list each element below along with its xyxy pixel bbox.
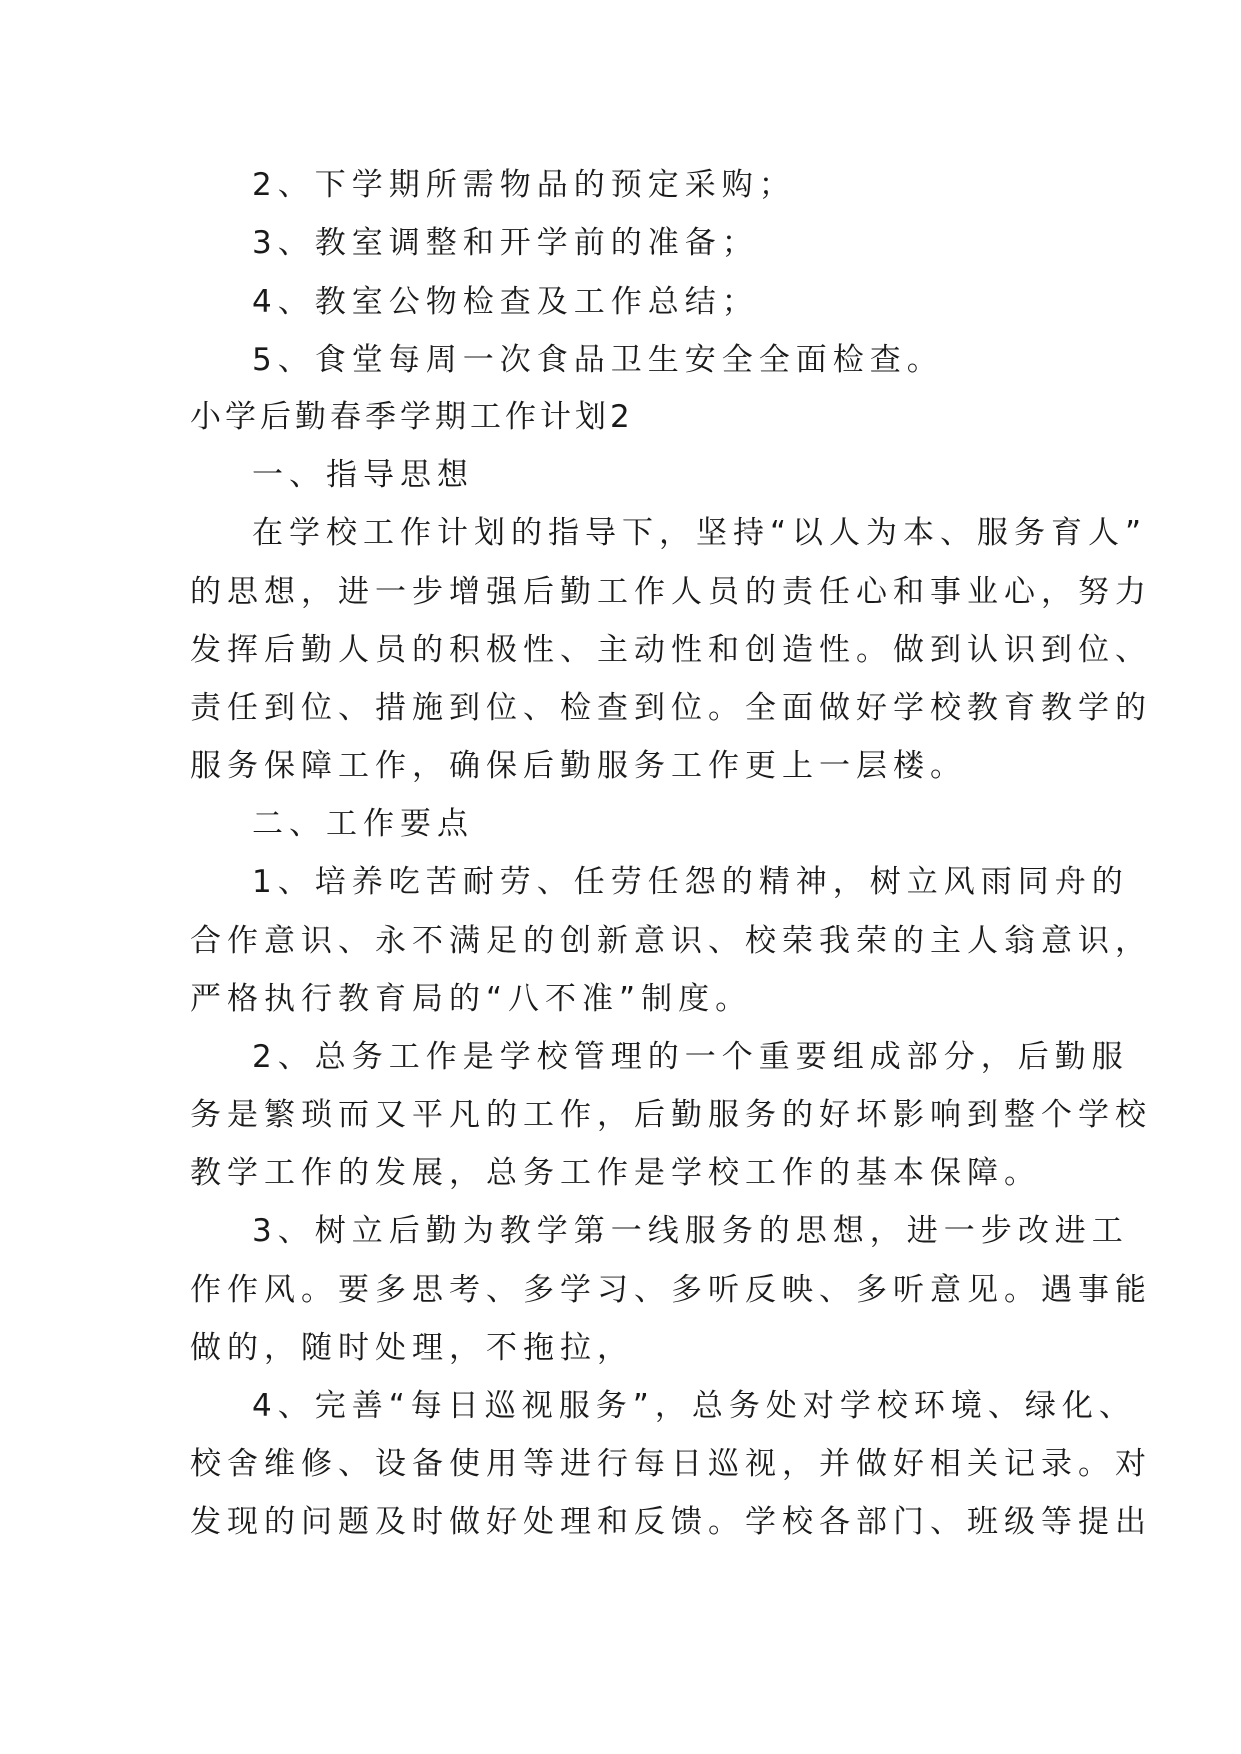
paragraph-line: 发现的问题及时做好处理和反馈。学校各部门、班级等提出 — [190, 1504, 1152, 1540]
paragraph-line: 做的，随时处理，不拖拉， — [190, 1330, 634, 1366]
paragraph-line: 合作意识、永不满足的创新意识、校荣我荣的主人翁意识， — [190, 923, 1152, 959]
paragraph-line: 责任到位、措施到位、检查到位。全面做好学校教育教学的 — [190, 690, 1152, 726]
list-item-4: 4、教室公物检查及工作总结； — [252, 284, 759, 320]
list-item-3: 3、教室调整和开学前的准备； — [252, 225, 759, 261]
paragraph-line: 3、树立后勤为教学第一线服务的思想，进一步改进工 — [252, 1213, 1129, 1249]
paragraph-line: 的思想，进一步增强后勤工作人员的责任心和事业心，努力 — [190, 574, 1152, 610]
paragraph-line: 2、总务工作是学校管理的一个重要组成部分，后勤服 — [252, 1039, 1129, 1075]
paragraph-line: 在学校工作计划的指导下，坚持“以人为本、服务育人” — [252, 515, 1148, 551]
paragraph-line: 教学工作的发展，总务工作是学校工作的基本保障。 — [190, 1155, 1041, 1191]
list-item-5: 5、食堂每周一次食品卫生安全全面检查。 — [252, 342, 944, 378]
paragraph-line: 发挥后勤人员的积极性、主动性和创造性。做到认识到位、 — [190, 632, 1152, 668]
paragraph-line: 校舍维修、设备使用等进行每日巡视，并做好相关记录。对 — [190, 1446, 1152, 1482]
section-title: 小学后勤春季学期工作计划2 — [190, 399, 634, 435]
paragraph-line: 服务保障工作，确保后勤服务工作更上一层楼。 — [190, 748, 967, 784]
heading-work-points: 二、工作要点 — [252, 806, 474, 842]
paragraph-line: 严格执行教育局的“八不准”制度。 — [190, 981, 753, 1017]
paragraph-line: 1、培养吃苦耐劳、任劳任怨的精神，树立风雨同舟的 — [252, 864, 1129, 900]
heading-guiding-thought: 一、指导思想 — [252, 457, 474, 493]
list-item-2: 2、下学期所需物品的预定采购； — [252, 167, 796, 203]
paragraph-line: 务是繁琐而又平凡的工作，后勤服务的好坏影响到整个学校 — [190, 1097, 1152, 1133]
paragraph-line: 作作风。要多思考、多学习、多听反映、多听意见。遇事能 — [190, 1272, 1152, 1308]
paragraph-line: 4、完善“每日巡视服务”，总务处对学校环境、绿化、 — [252, 1388, 1136, 1424]
